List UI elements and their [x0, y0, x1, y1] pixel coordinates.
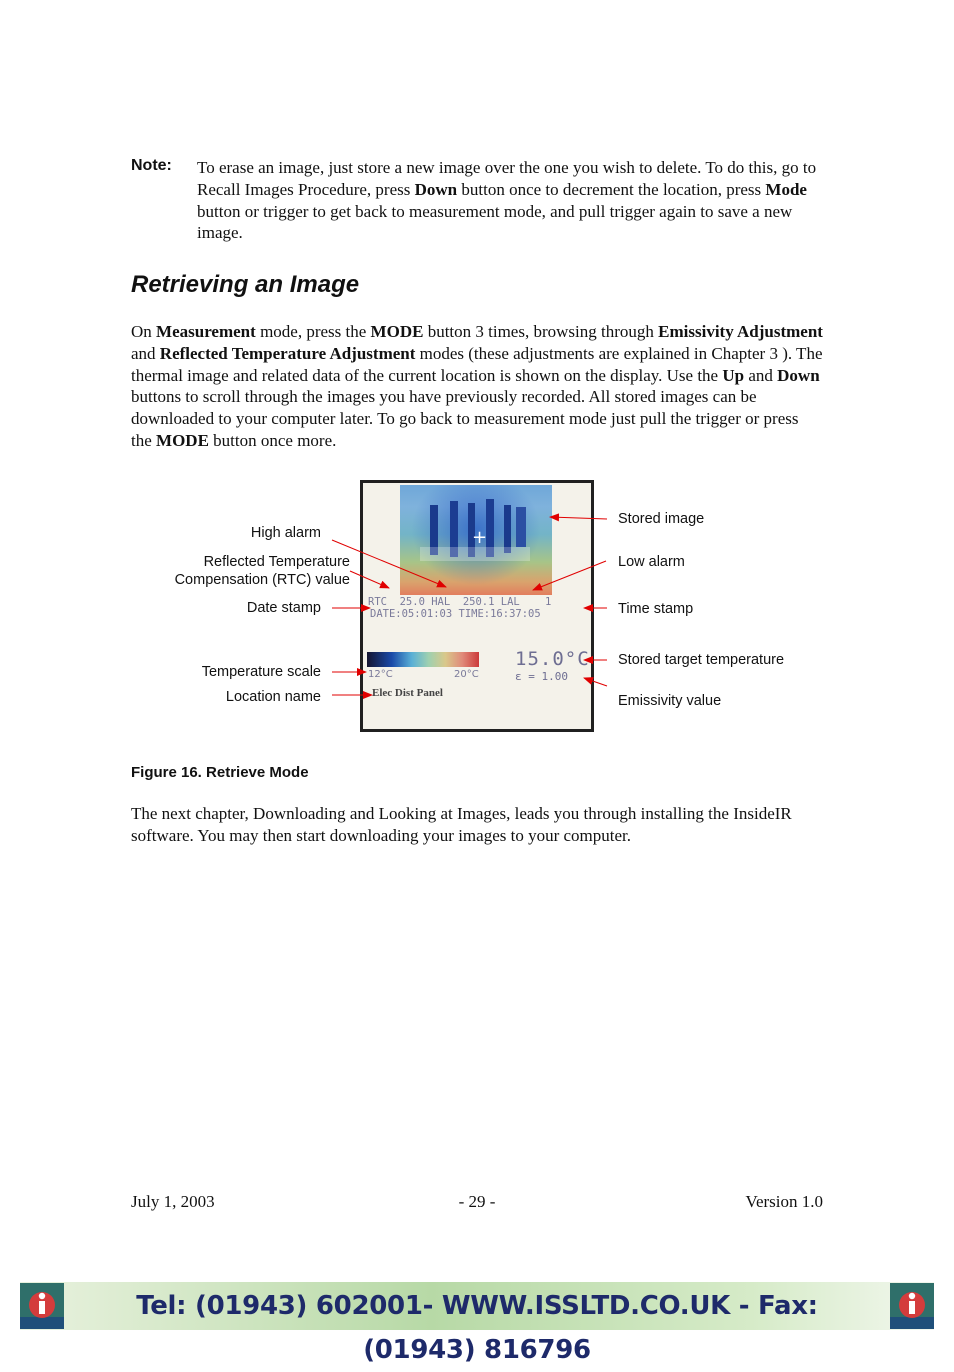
- text-run: button or trigger to get back to measurement mode, and pull trigger again to save a new image.: [197, 201, 793, 243]
- bold-term: Down: [777, 365, 820, 385]
- section-heading: Retrieving an Image: [131, 271, 360, 298]
- bold-term: Measurement: [156, 322, 256, 341]
- bold-term: MODE: [156, 430, 209, 450]
- arrow-stored-image: [550, 517, 607, 519]
- emissivity-readout: ε = 1.00: [515, 670, 568, 683]
- callout-location-name: Location name: [225, 689, 321, 705]
- callout-date-stamp: Date stamp: [246, 600, 321, 616]
- bold-term: Mode: [765, 179, 807, 199]
- date-time-line: DATE:05:01:03 TIME:16:37:05: [370, 608, 541, 620]
- callout-stored-target-temperature: Stored target temperature: [618, 652, 785, 668]
- thermal-image: +: [400, 485, 552, 595]
- callout-rtc-line2: Compensation (RTC) value: [174, 572, 350, 588]
- scale-max-label: 20°C: [454, 669, 479, 680]
- callout-time-stamp: Time stamp: [618, 601, 694, 617]
- callout-stored-image: Stored image: [618, 511, 705, 527]
- arrow-low-alarm: [533, 561, 606, 590]
- figure-retrieve-mode: [0, 470, 954, 740]
- bold-term: Up: [722, 365, 745, 385]
- text-run: button once more.: [208, 430, 337, 450]
- text-run: and: [744, 365, 778, 385]
- text-run: button 3 times, browsing through: [423, 322, 659, 341]
- intro-paragraph: [131, 321, 823, 452]
- contact-banner-text: Tel: (01943) 602001- WWW.ISSLTD.CO.UK - Fax: (01943) 816796: [136, 1291, 818, 1365]
- figure-caption: Figure 16. Retrieve Mode: [131, 764, 309, 781]
- next-chapter-paragraph: The next chapter, Downloading and Looking at Images, leads you through installing the InsideIR software. You may then start downloading your images to your computer.: [131, 804, 792, 845]
- text-run: and: [131, 343, 160, 363]
- logo-right-icon: [890, 1283, 934, 1329]
- logo-left-icon: [20, 1283, 64, 1329]
- text-run: button once to decrement the location, press: [457, 179, 766, 199]
- arrow-rtc: [350, 571, 389, 588]
- bold-term: Emissivity Adjustment: [658, 322, 823, 341]
- footer-date: July 1, 2003: [131, 1192, 215, 1211]
- text-run: mode, press the: [255, 322, 371, 341]
- callout-low-alarm: Low alarm: [618, 554, 685, 570]
- scale-min-label: 12°C: [368, 669, 393, 680]
- location-name-readout: Elec Dist Panel: [372, 687, 443, 699]
- note-label: Note:: [131, 157, 172, 174]
- text-run: On: [131, 322, 157, 341]
- status-line: RTC 25.0 HAL 250.1 LAL 1: [368, 596, 552, 608]
- callout-high-alarm: High alarm: [250, 525, 321, 541]
- arrow-emissivity-value: [584, 678, 607, 686]
- footer-version: Version 1.0: [745, 1192, 823, 1211]
- footer-page-number: - 29 -: [458, 1192, 496, 1211]
- target-temperature-readout: 15.0°C: [515, 648, 590, 670]
- arrow-high-alarm: [332, 540, 446, 587]
- bold-term: MODE: [370, 322, 424, 341]
- text-run: buttons to scroll through the images you have previously recorded. All stored images can be downloaded to your computer later. To go back to measurement mode just pull the trigger or press the: [131, 387, 799, 450]
- text-run: modes (these adjustments are explained in Chapter 3 ). The thermal image and related data of the current location is shown on the display. Use the: [131, 343, 823, 385]
- callout-emissivity-value: Emissivity value: [618, 693, 722, 709]
- callout-arrows: [0, 470, 954, 740]
- bold-term: Reflected Temperature Adjustment: [159, 343, 416, 363]
- callout-temperature-scale: Temperature scale: [201, 664, 321, 680]
- bold-term: Down: [414, 179, 458, 199]
- note-body: [197, 157, 822, 244]
- callout-rtc-line1: Reflected Temperature: [203, 554, 350, 570]
- text-run: To erase an image, just store a new image over the one you wish to delete. To do this, go to Recall Images Procedure, press: [197, 158, 817, 199]
